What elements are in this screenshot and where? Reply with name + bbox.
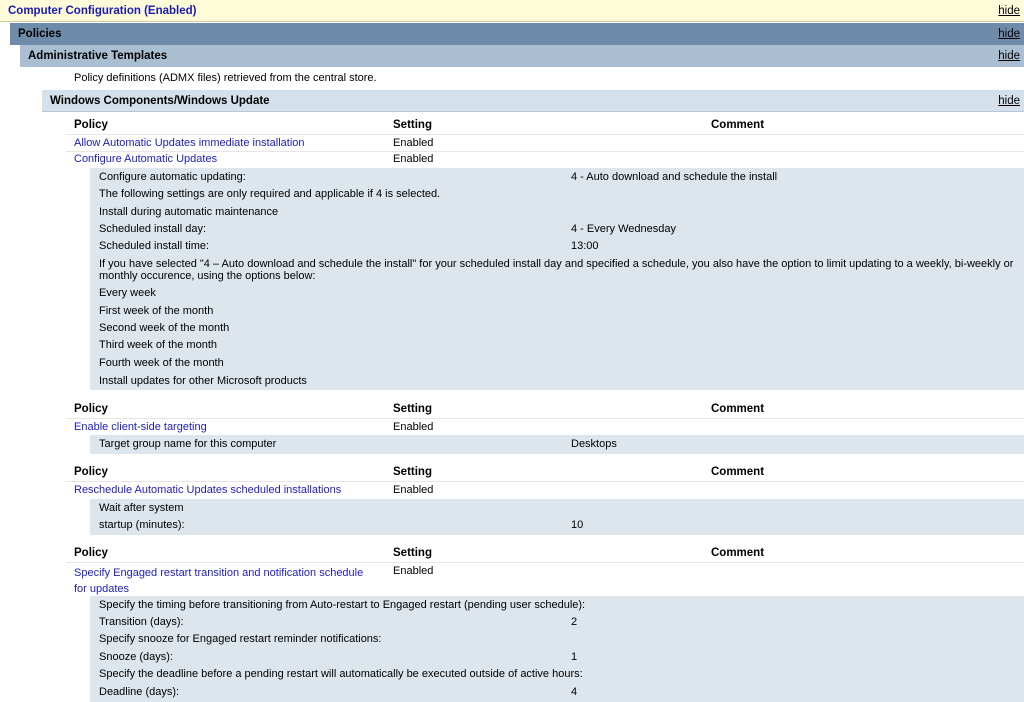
hide-link-admin-templates[interactable]: hide (998, 50, 1020, 62)
column-header-policy: Policy (74, 466, 108, 478)
category-title: Windows Components/Windows Update (50, 95, 270, 107)
computer-configuration-header (0, 0, 1024, 22)
column-header-comment: Comment (711, 119, 765, 131)
column-header-policy: Policy (74, 119, 108, 131)
policy-link-allow-immediate-install[interactable]: Allow Automatic Updates immediate installation (74, 137, 305, 149)
policy-link-engaged-restart-schedule[interactable]: Specify Engaged restart transition and notification schedule for updates (74, 567, 364, 595)
detail-value: 4 - Every Wednesday (571, 223, 676, 235)
policies-title: Policies (18, 28, 62, 40)
detail-label: Specify the deadline before a pending restart will automatically be executed outside of active hours: (99, 668, 583, 680)
policy-link-reschedule-installations[interactable]: Reschedule Automatic Updates scheduled installations (74, 484, 342, 496)
column-header-comment: Comment (711, 466, 765, 478)
computer-configuration-title: Computer Configuration (Enabled) (8, 5, 197, 17)
detail-label: Target group name for this computer (99, 438, 277, 450)
column-header-setting: Setting (393, 547, 432, 559)
policy-setting: Enabled (393, 153, 434, 165)
column-header-setting: Setting (393, 466, 432, 478)
hide-link-category[interactable]: hide (998, 95, 1020, 107)
policy-setting: Enabled (393, 137, 434, 149)
column-header-comment: Comment (711, 403, 765, 415)
policy-link-client-side-targeting[interactable]: Enable client-side targeting (74, 421, 207, 433)
policy-link-configure-automatic-updates[interactable]: Configure Automatic Updates (74, 153, 218, 165)
detail-label: Deadline (days): (99, 686, 180, 698)
policy-setting: Enabled (393, 484, 434, 496)
option-item: Fourth week of the month (99, 357, 224, 369)
detail-label: Scheduled install time: (99, 240, 210, 252)
detail-label: Wait after system (99, 502, 184, 514)
row-divider (66, 151, 1024, 152)
option-item: Install updates for other Microsoft products (99, 375, 307, 387)
hide-link-computer-config[interactable]: hide (998, 5, 1020, 17)
column-header-setting: Setting (393, 403, 432, 415)
detail-label: The following settings are only required and applicable if 4 is selected. (99, 188, 441, 200)
column-header-policy: Policy (74, 547, 108, 559)
column-header-setting: Setting (393, 119, 432, 131)
row-divider (66, 134, 1024, 135)
detail-label: Install during automatic maintenance (99, 206, 279, 218)
detail-label: Specify the timing before transitioning from Auto-restart to Engaged restart (pending user schedule): (99, 599, 586, 611)
engaged-restart-details-panel (90, 596, 1024, 702)
option-item: Second week of the month (99, 322, 230, 334)
detail-label: Snooze (days): (99, 651, 173, 663)
detail-value: 4 (571, 686, 578, 698)
reschedule-details-panel (90, 499, 1024, 535)
schedule-long-note: If you have selected "4 – Auto download and schedule the install" for your scheduled install day and specified a schedule, you also have the option to limit updating to a weekly, bi-weekly or monthly occurence, using the options below: (99, 258, 1014, 282)
detail-label: Specify snooze for Engaged restart reminder notifications: (99, 633, 382, 645)
column-header-policy: Policy (74, 403, 108, 415)
detail-label: Scheduled install day: (99, 223, 207, 235)
hide-link-policies[interactable]: hide (998, 28, 1020, 40)
admin-templates-title: Administrative Templates (28, 50, 168, 62)
detail-value: 2 (571, 616, 578, 628)
detail-value: 4 - Auto download and schedule the install (571, 171, 778, 183)
detail-value: Desktops (571, 438, 617, 450)
detail-label: Configure automatic updating: (99, 171, 246, 183)
option-item: Every week (99, 287, 156, 299)
policy-setting: Enabled (393, 421, 434, 433)
detail-value: 1 (571, 651, 578, 663)
detail-label: Transition (days): (99, 616, 184, 628)
policies-header (10, 23, 1024, 45)
detail-value: 13:00 (571, 240, 599, 252)
row-divider (66, 562, 1024, 563)
admx-note: Policy definitions (ADMX files) retrieved from the central store. (74, 72, 377, 84)
detail-label: startup (minutes): (99, 519, 185, 531)
row-divider (66, 481, 1024, 482)
row-divider (66, 418, 1024, 419)
option-item: First week of the month (99, 305, 214, 317)
policy-setting: Enabled (393, 565, 434, 577)
column-header-comment: Comment (711, 547, 765, 559)
category-header (42, 90, 1024, 112)
detail-value: 10 (571, 519, 584, 531)
admin-templates-header (20, 45, 1024, 67)
option-item: Third week of the month (99, 339, 218, 351)
